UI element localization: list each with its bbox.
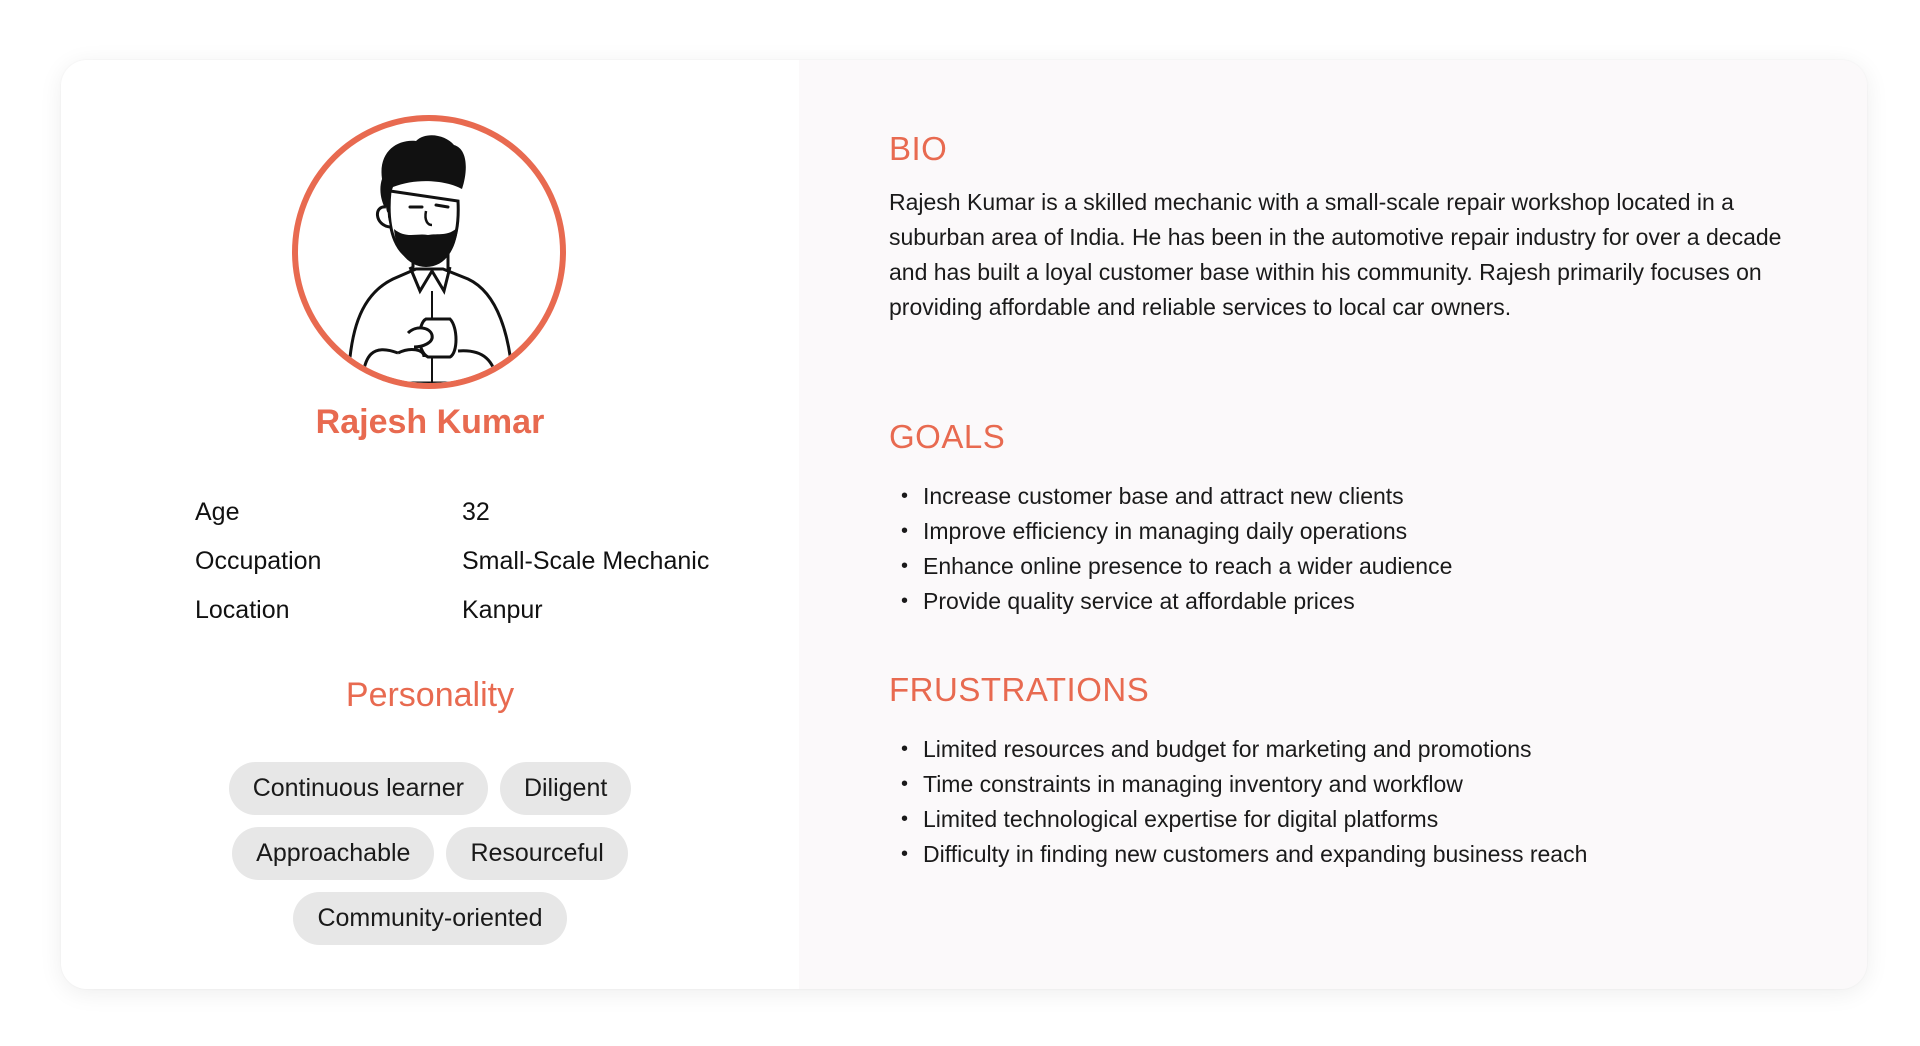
info-label: Occupation bbox=[195, 547, 322, 575]
personality-heading: Personality bbox=[345, 676, 515, 714]
profile-panel bbox=[61, 60, 799, 989]
frustrations-section bbox=[889, 671, 1819, 872]
info-row-location bbox=[195, 596, 755, 645]
personality-tags bbox=[61, 762, 799, 957]
goals-list bbox=[889, 479, 1819, 619]
man-with-beard-holding-cup-icon bbox=[298, 121, 560, 383]
avatar bbox=[292, 115, 566, 389]
personality-tag: Approachable bbox=[232, 827, 434, 880]
info-value: Kanpur bbox=[462, 596, 543, 624]
info-value: Small-Scale Mechanic bbox=[462, 547, 710, 575]
list-item: • Increase customer base and attract new clients bbox=[889, 479, 1819, 514]
personality-tag: Continuous learner bbox=[229, 762, 488, 815]
persona-name: Rajesh Kumar bbox=[315, 403, 545, 441]
bio-section bbox=[889, 130, 1819, 325]
frustrations-heading: FRUSTRATIONS bbox=[889, 671, 1150, 708]
personality-tag: Diligent bbox=[500, 762, 631, 815]
bio-heading: BIO bbox=[889, 130, 948, 167]
personality-tag: Community-oriented bbox=[293, 892, 566, 945]
list-item: • Difficulty in finding new customers and expanding business reach bbox=[889, 837, 1819, 872]
list-item: • Improve efficiency in managing daily operations bbox=[889, 514, 1819, 549]
info-row-occupation bbox=[195, 547, 755, 596]
personality-tag: Resourceful bbox=[446, 827, 627, 880]
list-item: • Provide quality service at affordable prices bbox=[889, 584, 1819, 619]
bio-text: Rajesh Kumar is a skilled mechanic with a small-scale repair workshop located in a suburban area of India. He has been in the automotive repair industry for over a decade and has built a loyal customer base within his community. Rajesh primarily focuses on providing affordable and reliable services to local car owners. bbox=[889, 189, 1782, 320]
info-value: 32 bbox=[462, 498, 490, 526]
info-row-age bbox=[195, 498, 755, 547]
list-item: • Time constraints in managing inventory and workflow bbox=[889, 767, 1819, 802]
frustrations-list bbox=[889, 732, 1819, 872]
goals-heading: GOALS bbox=[889, 418, 1006, 455]
list-item: • Limited resources and budget for marketing and promotions bbox=[889, 732, 1819, 767]
goals-section bbox=[889, 418, 1819, 619]
info-table bbox=[195, 498, 755, 645]
list-item: • Enhance online presence to reach a wider audience bbox=[889, 549, 1819, 584]
info-label: Age bbox=[195, 498, 240, 526]
info-label: Location bbox=[195, 596, 290, 624]
list-item: • Limited technological expertise for digital platforms bbox=[889, 802, 1819, 837]
